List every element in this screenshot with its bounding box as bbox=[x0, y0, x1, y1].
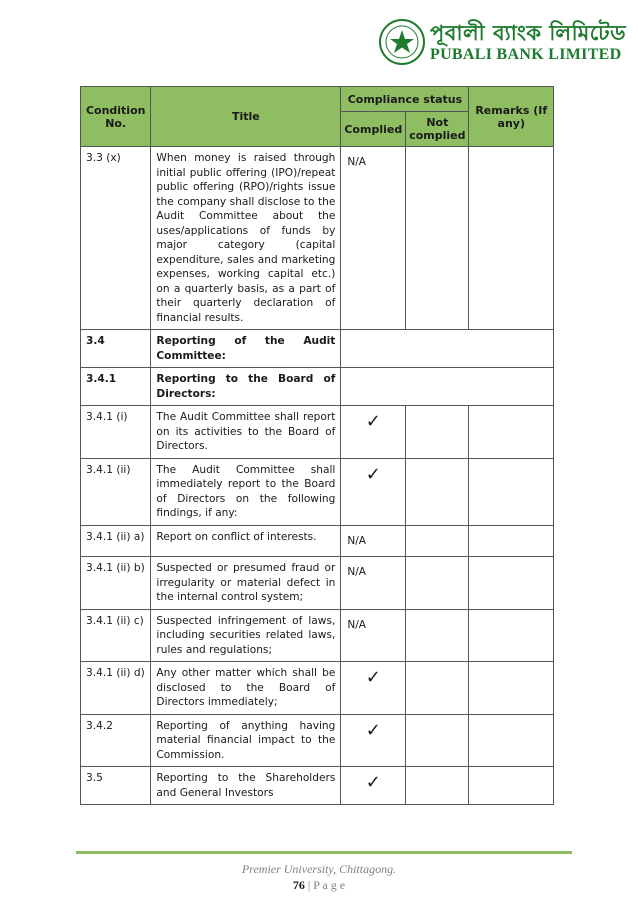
footer-divider bbox=[76, 851, 572, 854]
condition-number: 3.4.1 (ii) b) bbox=[81, 557, 151, 610]
page-number: 76 bbox=[292, 878, 305, 892]
remarks bbox=[469, 662, 554, 715]
remarks bbox=[469, 525, 554, 557]
page-label: | P a g e bbox=[307, 878, 346, 892]
remarks bbox=[469, 458, 554, 525]
condition-number: 3.4.1 (ii) bbox=[81, 458, 151, 525]
condition-title: The Audit Committee shall report on its activities to the Board of Directors. bbox=[151, 406, 341, 459]
table-row bbox=[81, 662, 554, 715]
not-complied-status bbox=[406, 714, 469, 767]
check-mark-icon: ✓ bbox=[341, 714, 406, 767]
condition-title: Report on conflict of interests. bbox=[151, 525, 341, 557]
table-row bbox=[81, 458, 554, 525]
table-row bbox=[81, 557, 554, 610]
not-complied-status bbox=[406, 609, 469, 662]
not-complied-status bbox=[406, 662, 469, 715]
table-row bbox=[81, 525, 554, 557]
table-row bbox=[81, 714, 554, 767]
row-span-empty bbox=[341, 368, 554, 406]
remarks bbox=[469, 767, 554, 805]
table-row bbox=[81, 609, 554, 662]
complied-status: N/A bbox=[341, 147, 406, 330]
condition-number: 3.4.1 bbox=[81, 368, 151, 406]
remarks bbox=[469, 557, 554, 610]
condition-title: Reporting of anything having material financial impact to the Commission. bbox=[151, 714, 341, 767]
remarks bbox=[469, 714, 554, 767]
footer-page-number bbox=[0, 878, 638, 893]
bank-name-bengali: পূবালী ব্যাংক লিমিটেড bbox=[430, 21, 627, 45]
row-span-empty bbox=[341, 330, 554, 368]
table-row bbox=[81, 406, 554, 459]
condition-number: 3.4.1 (ii) a) bbox=[81, 525, 151, 557]
bank-name-english: PUBALI BANK LIMITED bbox=[430, 46, 622, 63]
condition-number: 3.4.1 (ii) c) bbox=[81, 609, 151, 662]
condition-number: 3.4 bbox=[81, 330, 151, 368]
compliance-table bbox=[80, 86, 554, 805]
condition-number: 3.4.1 (i) bbox=[81, 406, 151, 459]
condition-title: When money is raised through initial public offering (IPO)/repeat public offering (RPO)/rights issue the company shall disclose to the Audit Committee about the uses/applications of funds by major category (capital expenditure, sales and marketing expenses, working capital etc.) on a quarterly basis, as a part of their quarterly declaration of financial results. bbox=[151, 147, 341, 330]
condition-title: Reporting to the Board of Directors: bbox=[151, 368, 341, 406]
not-complied-status bbox=[406, 767, 469, 805]
not-complied-status bbox=[406, 458, 469, 525]
bank-logo bbox=[374, 16, 627, 70]
footer-institution: Premier University, Chittagong. bbox=[241, 862, 397, 876]
condition-title: Suspected infringement of laws, including securities related laws, rules and regulations; bbox=[151, 609, 341, 662]
condition-title: Reporting of the Audit Committee: bbox=[151, 330, 341, 368]
table-row bbox=[81, 147, 554, 330]
condition-number: 3.4.1 (ii) d) bbox=[81, 662, 151, 715]
remarks bbox=[469, 609, 554, 662]
remarks bbox=[469, 406, 554, 459]
col-header-remarks: Remarks (If any) bbox=[469, 87, 554, 147]
check-mark-icon: ✓ bbox=[341, 406, 406, 459]
col-header-condition: Condition No. bbox=[81, 87, 151, 147]
condition-title: The Audit Committee shall immediately report to the Board of Directors on the following findings, if any: bbox=[151, 458, 341, 525]
table-row bbox=[81, 767, 554, 805]
condition-number: 3.4.2 bbox=[81, 714, 151, 767]
not-complied-status bbox=[406, 557, 469, 610]
col-header-complied: Complied bbox=[341, 112, 406, 147]
condition-title: Any other matter which shall be disclosed to the Board of Directors immediately; bbox=[151, 662, 341, 715]
not-complied-status bbox=[406, 147, 469, 330]
condition-title: Reporting to the Shareholders and General Investors bbox=[151, 767, 341, 805]
bank-seal-icon bbox=[378, 18, 426, 66]
col-header-title: Title bbox=[151, 87, 341, 147]
check-mark-icon: ✓ bbox=[341, 662, 406, 715]
condition-number: 3.5 bbox=[81, 767, 151, 805]
table-body bbox=[81, 147, 554, 805]
not-complied-status bbox=[406, 525, 469, 557]
check-mark-icon: ✓ bbox=[341, 767, 406, 805]
not-complied-status bbox=[406, 406, 469, 459]
table-row bbox=[81, 368, 554, 406]
condition-number: 3.3 (x) bbox=[81, 147, 151, 330]
col-header-compliance: Compliance status bbox=[341, 87, 469, 112]
col-header-not-complied: Not complied bbox=[406, 112, 469, 147]
condition-title: Suspected or presumed fraud or irregularity or material defect in the internal control system; bbox=[151, 557, 341, 610]
complied-status: N/A bbox=[341, 525, 406, 557]
check-mark-icon: ✓ bbox=[341, 458, 406, 525]
table-row bbox=[81, 330, 554, 368]
remarks bbox=[469, 147, 554, 330]
complied-status: N/A bbox=[341, 557, 406, 610]
complied-status: N/A bbox=[341, 609, 406, 662]
